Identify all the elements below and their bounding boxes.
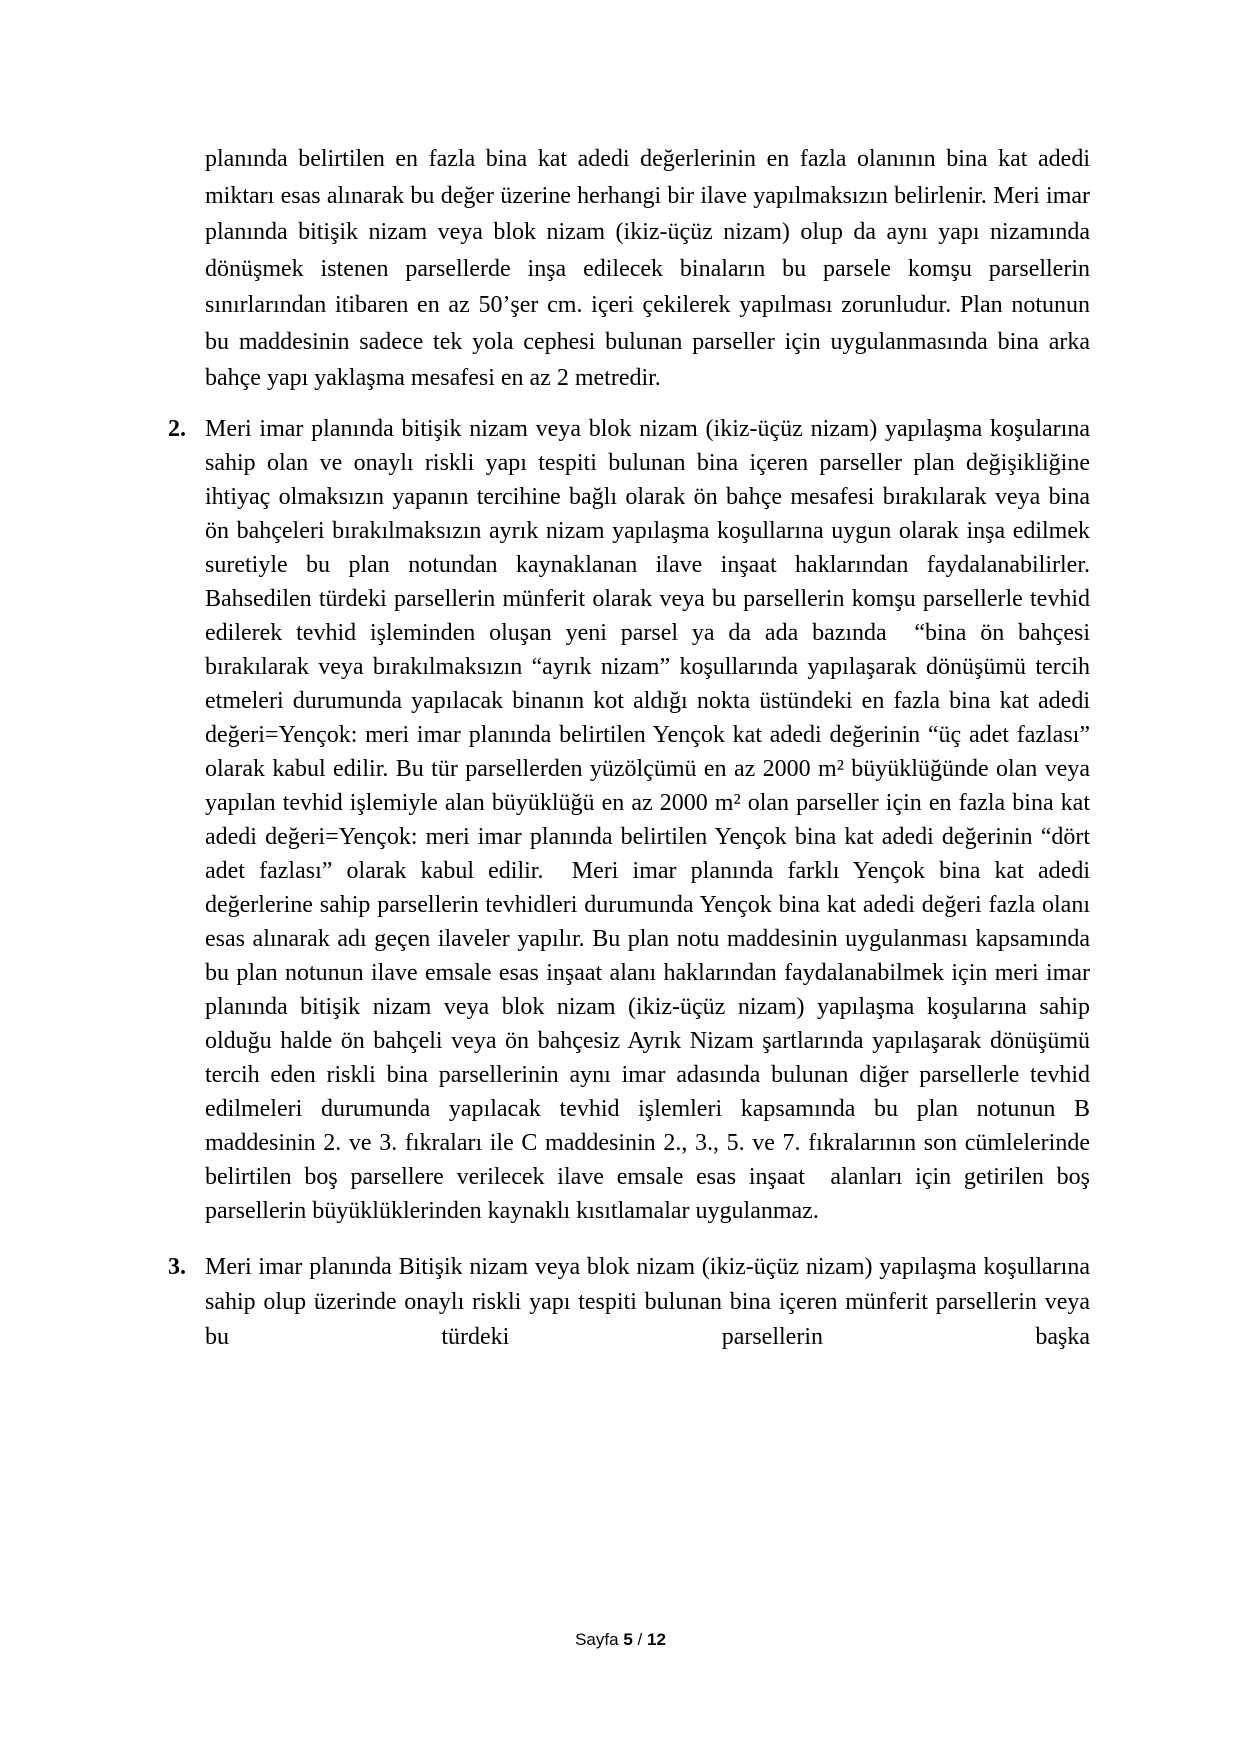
list-text-3: Meri imar planında Bitişik nizam veya blok nizam (ikiz-üçüz nizam) yapılaşma koşullarına sahip olup üzerinde onaylı riskli yapı tespiti bulunan bina içeren münferit parsellerin veya bu türdeki parsellerin başka: [205, 1253, 1090, 1350]
paragraph-item1-continuation: planında belirtilen en fazla bina kat adedi değerlerinin en fazla olanının bina kat adedi miktarı esas alınarak bu değer üzerine herhangi bir ilave yapılmaksızın belirlenir. Meri imar planında bitişik nizam veya blok nizam (ikiz-üçüz nizam) olup da aynı yapı nizamında dönüşmek istenen parsellerde inşa edilecek binaların bu parsele komşu parsellerin sınırlarından itibaren en az 50’şer cm. içeri çekilerek yapılması zorunludur. Plan notunun bu maddesinin sadece tek yola cephesi bulunan parseller için uygulanmasında bina arka bahçe yapı yaklaşma mesafesi en az 2 metredir.: [205, 146, 1090, 391]
list-item-3: [168, 1250, 1090, 1355]
page-content: [168, 141, 1090, 1355]
footer-separator: /: [637, 1630, 643, 1649]
list-number-3: 3.: [168, 1253, 186, 1280]
footer-page-total: 12: [646, 1630, 666, 1649]
footer-page-number: 5: [623, 1630, 633, 1649]
footer-label: Sayfa: [575, 1630, 619, 1649]
list-text-2: Meri imar planında bitişik nizam veya blok nizam (ikiz-üçüz nizam) yapılaşma koşularına sahip olan ve onaylı riskli yapı tespiti bulunan bina içeren parseller plan değişikliğine ihtiyaç olmaksızın yapanın tercihine bağlı olarak ön bahçe mesafesi bırakılarak veya bina ön bahçeleri bırakılmaksızın ayrık nizam yapılaşma koşullarına uygun olarak inşa edilmek suretiyle bu plan notundan kaynaklanan ilave inşaat haklarından faydalanabilirler. Bahsedilen türdeki parsellerin münferit olarak veya bu parsellerin komşu parsellerle tevhid edilerek tevhid işleminden oluşan yeni parsel ya da ada bazında “bina ön bahçesi bırakılarak veya bırakılmaksızın “ayrık nizam” koşullarında yapılaşarak dönüşümü tercih etmeleri durumunda yapılacak binanın kot aldığı nokta üstündeki en fazla bina kat adedi değeri=Yençok: meri imar planında belirtilen Yençok kat adedi değerinin “üç adet fazlası” olarak kabul edilir. Bu tür parsellerden yüzölçümü en az 2000 m² büyüklüğünde olan veya yapılan tevhid işlemiyle alan büyüklüğü en az 2000 m² olan parseller için en fazla bina kat adedi değeri=Yençok: meri imar planında belirtilen Yençok bina kat adedi değerinin “dört adet fazlası” olarak kabul edilir. Meri imar planında farklı Yençok bina kat adedi değerlerine sahip parsellerin tevhidleri durumunda Yençok bina kat adedi değeri fazla olanı esas alınarak adı geçen ilaveler yapılır. Bu plan notu maddesinin uygulanması kapsamında bu plan notunun ilave emsale esas inşaat alanı haklarından faydalanabilmek için meri imar planında bitişik nizam veya blok nizam (ikiz-üçüz nizam) yapılaşma koşularına sahip olduğu halde ön bahçeli veya ön bahçesiz Ayrık Nizam şartlarında yapılaşarak dönüşümü tercih eden riskli bina parsellerinin aynı imar adasında bulunan diğer parsellerle tevhid edilmeleri durumunda yapılacak tevhid işlemleri kapsamında bu plan notunun B maddesinin 2. ve 3. fıkraları ile C maddesinin 2., 3., 5. ve 7. fıkralarının son cümlelerinde belirtilen boş parsellere verilecek ilave emsale esas inşaat alanları için getirilen boş parsellerin büyüklüklerinden kaynaklı kısıtlamalar uygulanmaz.: [205, 415, 1090, 1224]
page-footer: [0, 1630, 1241, 1650]
list-number-2: 2.: [168, 415, 186, 442]
list-item-2: [168, 412, 1090, 1228]
